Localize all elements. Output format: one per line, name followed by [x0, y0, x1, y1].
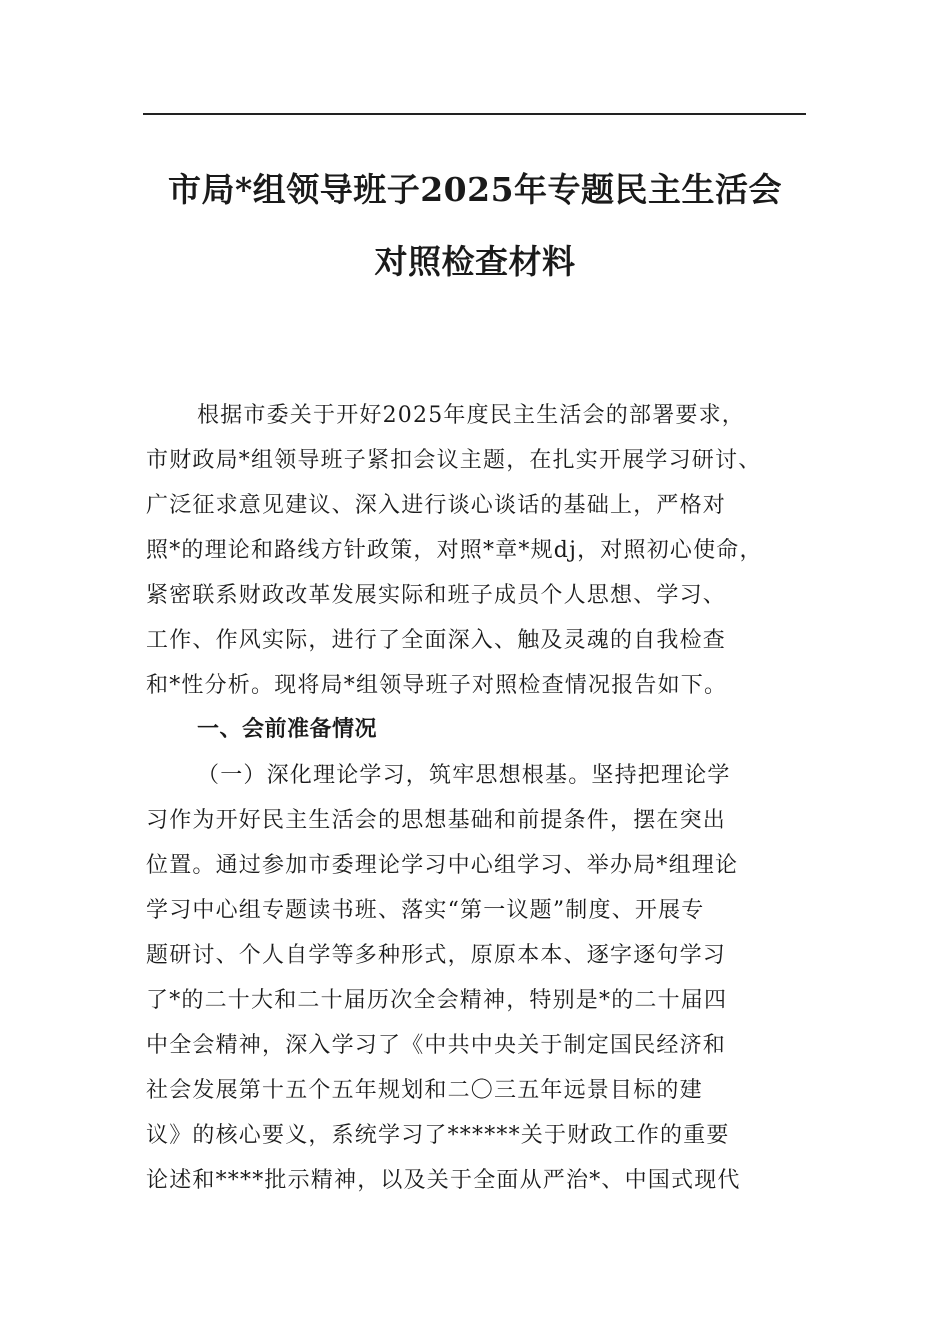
- section-line-3: 位置。通过参加市委理论学习中心组学习、举办局*组理论: [146, 853, 739, 878]
- section-line-2: 习作为开好民主生活会的思想基础和前提条件，摆在突出: [146, 808, 727, 833]
- section-line-7: 中全会精神，深入学习了《中共中央关于制定国民经济和: [146, 1033, 727, 1058]
- section-line-10: 论述和****批示精神，以及关于全面从严治*、中国式现代: [146, 1168, 741, 1193]
- intro-line-5: 紧密联系财政改革发展实际和班子成员个人思想、学习、: [146, 583, 727, 608]
- section-line-6: 了*的二十大和二十届历次全会精神，特别是*的二十届四: [146, 988, 728, 1013]
- document-title-line-1: 市局*组领导班子2025年专题民主生活会: [167, 170, 783, 209]
- intro-line-3: 广泛征求意见建议、深入进行谈心谈话的基础上，严格对: [146, 493, 727, 518]
- intro-line-6: 工作、作风实际，进行了全面深入、触及灵魂的自我检查: [146, 628, 727, 653]
- header-rule: [143, 113, 806, 115]
- section-line-1: （一）深化理论学习，筑牢思想根基。坚持把理论学: [197, 763, 731, 788]
- intro-line-1: 根据市委关于开好2025年度民主生活会的部署要求，: [197, 403, 745, 428]
- section-line-8: 社会发展第十五个五年规划和二〇三五年远景目标的建: [146, 1078, 703, 1103]
- document-title-line-2: 对照检查材料: [374, 242, 576, 281]
- section-line-9: 议》的核心要义，系统学习了******关于财政工作的重要: [146, 1123, 730, 1148]
- intro-line-4: 照*的理论和路线方针政策，对照*章*规dj，对照初心使命，: [146, 538, 763, 563]
- intro-line-2: 市财政局*组领导班子紧扣会议主题，在扎实开展学习研讨、: [146, 448, 762, 473]
- section-line-4: 学习中心组专题读书班、落实“第一议题”制度、开展专: [146, 898, 705, 923]
- intro-line-7: 和*性分析。现将局*组领导班子对照检查情况报告如下。: [146, 673, 728, 698]
- section-heading: 一、会前准备情况: [197, 717, 378, 742]
- section-line-5: 题研讨、个人自学等多种形式，原原本本、逐字逐句学习: [146, 943, 727, 968]
